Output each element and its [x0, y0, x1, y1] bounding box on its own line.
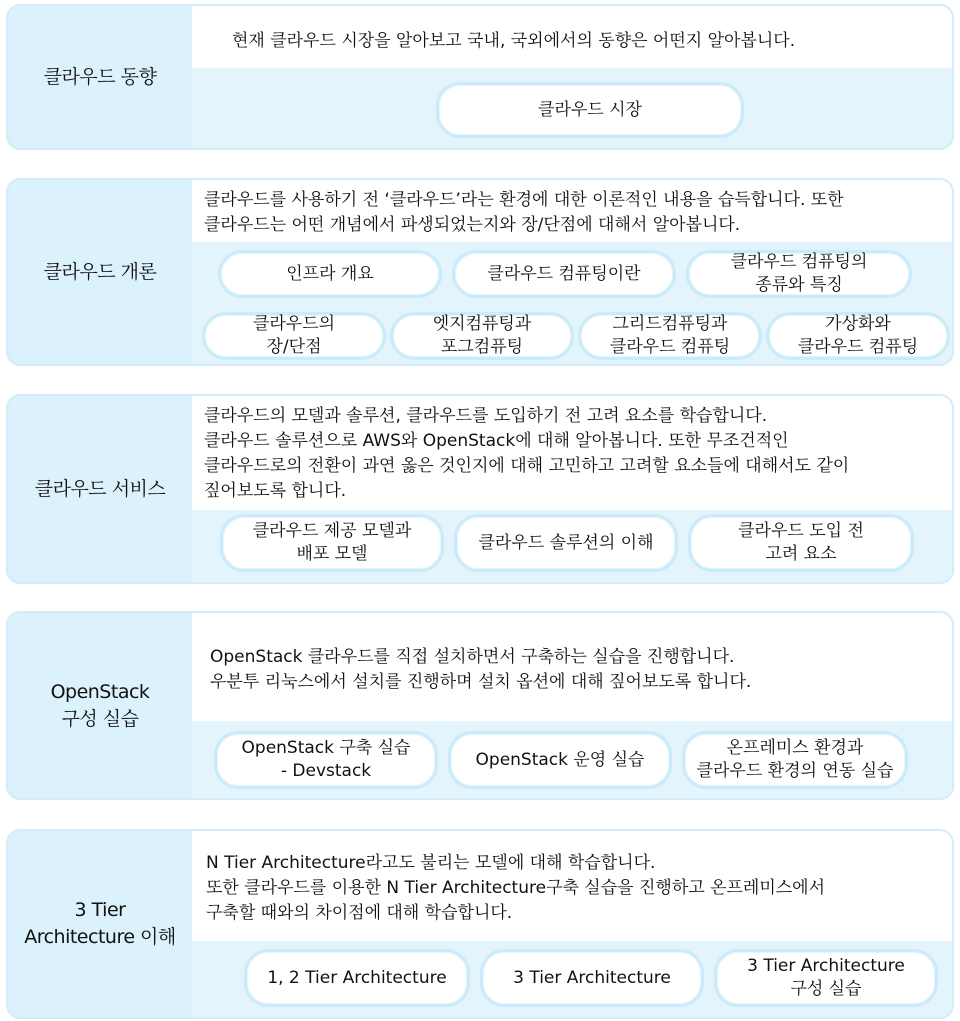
section-label	[8, 180, 192, 364]
section-label-text: 클라우드 동향	[43, 65, 157, 88]
section-description	[192, 180, 952, 242]
section-content	[192, 831, 952, 1017]
pill-text: 3 Tier Architecture	[513, 967, 671, 988]
pill-text: 3 Tier Architecture	[747, 956, 905, 976]
section-content	[192, 6, 952, 148]
pill-text: 그리드컴퓨팅과	[612, 314, 728, 334]
section-3-tier-architecture	[6, 829, 954, 1019]
pill-text: 장/단점	[266, 337, 322, 357]
pill-text: 클라우드 컴퓨팅이란	[487, 263, 641, 284]
pill-text: 배포 모델	[296, 544, 368, 564]
description-line: 구축할 때와의 차이점에 대해 학습합니다.	[206, 903, 513, 923]
description-line: 현재 클라우드 시장을 알아보고 국내, 국외에서의 동향은 어떤지 알아봅니다.	[232, 31, 796, 51]
section-description	[192, 831, 952, 941]
pill-text: 인프라 개요	[286, 263, 374, 284]
topic-pill[interactable]	[448, 731, 672, 789]
section-label	[8, 6, 192, 148]
topic-pill[interactable]	[220, 514, 444, 572]
section-label-text: 클라우드 개론	[43, 260, 157, 283]
description-line: 짚어보도록 합니다.	[204, 481, 347, 501]
topic-pill[interactable]	[202, 312, 386, 360]
topic-pill[interactable]	[452, 250, 676, 298]
pill-text: 엣지컴퓨팅과	[432, 314, 532, 334]
section-content	[192, 396, 952, 582]
topic-pill[interactable]	[688, 514, 914, 572]
section-cloud-trends	[6, 4, 954, 150]
pill-text: 가상화와	[825, 314, 891, 334]
section-label-text: OpenStack	[50, 680, 150, 703]
description-line: 클라우드 솔루션으로 AWS와 OpenStack에 대해 알아봅니다. 또한 무조건적인	[204, 431, 789, 451]
topic-pill[interactable]	[390, 312, 574, 360]
pill-text: 종류와 특징	[755, 275, 843, 295]
description-line: 클라우드를 사용하기 전 ‘클라우드’라는 환경에 대한 이론적인 내용을 습득합니다. 또한	[204, 190, 844, 210]
pill-text: 1, 2 Tier Architecture	[267, 967, 447, 988]
topic-pill[interactable]	[218, 250, 442, 298]
description-line: 또한 클라우드를 이용한 N Tier Architecture구축 실습을 진행하고 온프레미스에서	[206, 878, 826, 898]
topic-pill[interactable]	[682, 731, 908, 789]
description-line: 우분투 리눅스에서 설치를 진행하며 설치 옵션에 대해 짚어보도록 합니다.	[210, 672, 752, 692]
pill-text: 클라우드 컴퓨팅	[609, 337, 731, 357]
section-cloud-intro	[6, 178, 954, 366]
section-label-text: 클라우드 서비스	[34, 477, 166, 500]
pill-text: 클라우드 시장	[538, 99, 642, 120]
section-label	[8, 613, 192, 798]
pill-text: 포그컴퓨팅	[440, 337, 524, 357]
section-description	[192, 6, 952, 68]
pill-text: 클라우드 제공 모델과	[252, 521, 412, 541]
description-line: OpenStack 클라우드를 직접 설치하면서 구축하는 실습을 진행합니다.	[210, 647, 735, 667]
topic-pill[interactable]	[214, 731, 438, 789]
section-cloud-services	[6, 394, 954, 584]
pill-text: 온프레미스 환경과	[726, 738, 864, 758]
section-label	[8, 831, 192, 1017]
topic-pill[interactable]	[714, 949, 938, 1007]
pill-text: OpenStack 운영 실습	[475, 749, 645, 770]
section-label-text: 3 Tier	[74, 899, 126, 921]
pill-text: 고려 요소	[765, 544, 837, 564]
topic-pill[interactable]	[454, 514, 678, 572]
pill-text: 클라우드 환경의 연동 실습	[696, 761, 894, 781]
topic-pill[interactable]	[686, 250, 912, 298]
topic-pill[interactable]	[578, 312, 762, 360]
section-description	[192, 613, 952, 721]
topic-pill[interactable]	[436, 82, 744, 138]
pill-text: 클라우드 솔루션의 이해	[478, 532, 654, 553]
topic-pill[interactable]	[244, 949, 470, 1007]
section-openstack-lab	[6, 611, 954, 800]
description-line: 클라우드로의 전환이 과연 옳은 것인지에 대해 고민하고 고려할 요소들에 대해서도 같이	[204, 456, 850, 476]
section-description	[192, 396, 952, 510]
pill-text: - Devstack	[280, 761, 372, 781]
pill-text: 클라우드 컴퓨팅의	[730, 252, 868, 272]
pill-text: OpenStack 구축 실습	[241, 738, 411, 758]
description-line: 클라우드는 어떤 개념에서 파생되었는지와 장/단점에 대해서 알아봅니다.	[204, 215, 741, 235]
section-label-text: Architecture 이해	[24, 926, 176, 948]
pill-text: 클라우드 컴퓨팅	[797, 337, 919, 357]
pill-text: 구성 실습	[790, 979, 862, 999]
topic-pill[interactable]	[480, 949, 704, 1007]
section-label-text: 구성 실습	[61, 707, 139, 730]
pill-text: 클라우드의	[252, 314, 336, 334]
section-content	[192, 180, 952, 364]
section-label	[8, 396, 192, 582]
topic-pill[interactable]	[766, 312, 950, 360]
section-content	[192, 613, 952, 798]
pill-text: 클라우드 도입 전	[738, 521, 864, 541]
description-line: N Tier Architecture라고도 불리는 모델에 대해 학습합니다.	[206, 853, 656, 873]
description-line: 클라우드의 모델과 솔루션, 클라우드를 도입하기 전 고려 요소를 학습합니다.	[204, 406, 768, 426]
